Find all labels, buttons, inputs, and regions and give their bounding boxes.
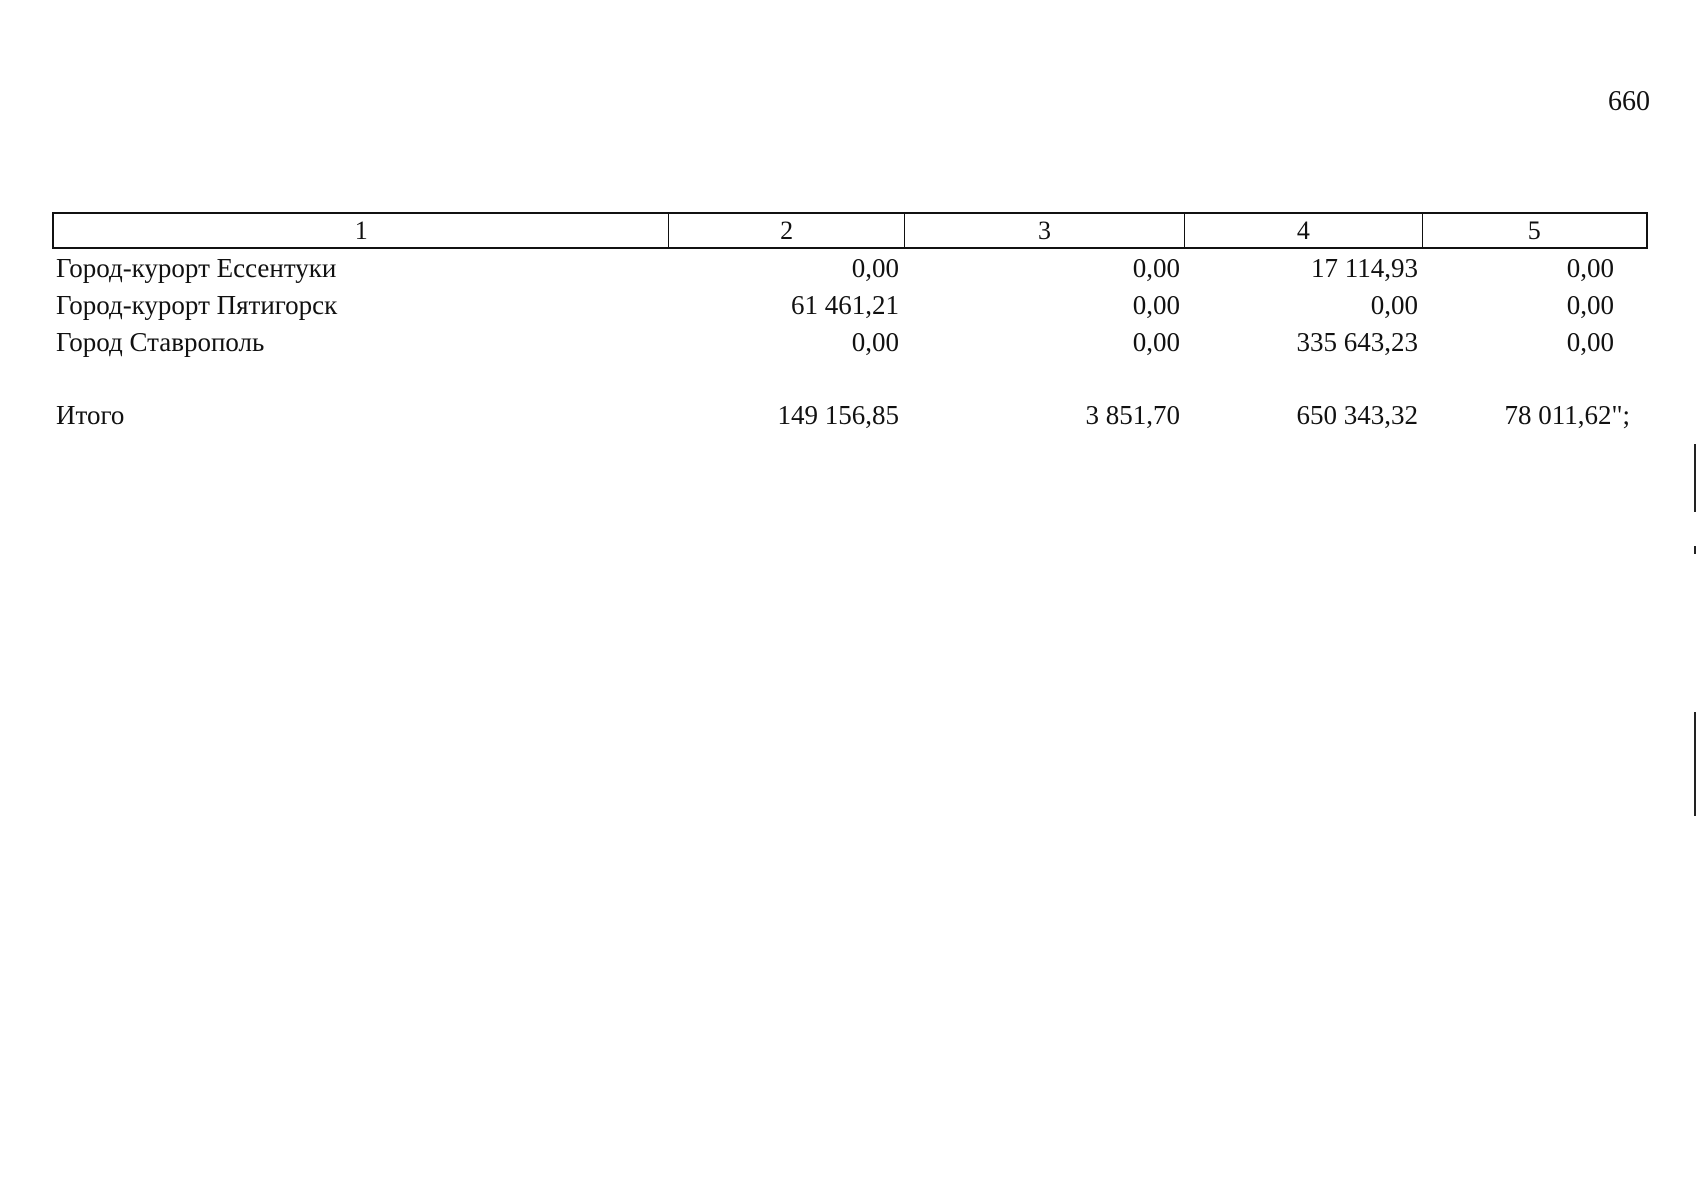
row-value: 0,00 bbox=[1132, 252, 1180, 283]
total-row bbox=[52, 396, 1648, 433]
data-table bbox=[52, 212, 1648, 433]
table-header-row bbox=[52, 212, 1648, 249]
row-name: Город Ставрополь bbox=[56, 326, 265, 357]
row-value: 0,00 bbox=[1132, 289, 1180, 320]
table-row bbox=[52, 286, 1648, 323]
total-value: 149 156,85 bbox=[777, 399, 899, 430]
table-row bbox=[52, 323, 1648, 360]
page-number: 660 bbox=[1608, 86, 1650, 117]
row-value: 0,00 bbox=[1566, 252, 1614, 283]
total-label: Итого bbox=[56, 399, 125, 430]
row-name: Город-курорт Пятигорск bbox=[56, 289, 338, 320]
row-value: 0,00 bbox=[1132, 326, 1180, 357]
header-cell-1: 1 bbox=[54, 214, 669, 247]
total-value: 78 011,62"; bbox=[1504, 399, 1630, 430]
row-value: 0,00 bbox=[1566, 326, 1614, 357]
header-cell-4: 4 bbox=[1185, 214, 1422, 247]
row-value: 0,00 bbox=[1370, 289, 1418, 320]
header-cell-2: 2 bbox=[669, 214, 904, 247]
row-value: 61 461,21 bbox=[791, 289, 899, 320]
row-value: 335 643,23 bbox=[1296, 326, 1418, 357]
table-row bbox=[52, 249, 1648, 286]
row-value: 0,00 bbox=[851, 252, 899, 283]
total-value: 650 343,32 bbox=[1296, 399, 1418, 430]
total-value: 3 851,70 bbox=[1085, 399, 1180, 430]
row-value: 0,00 bbox=[1566, 289, 1614, 320]
header-cell-5: 5 bbox=[1527, 215, 1541, 245]
row-name: Город-курорт Ессентуки bbox=[56, 252, 337, 283]
header-cell-3: 3 bbox=[905, 214, 1185, 247]
row-value: 0,00 bbox=[851, 326, 899, 357]
row-value: 17 114,93 bbox=[1311, 252, 1418, 283]
